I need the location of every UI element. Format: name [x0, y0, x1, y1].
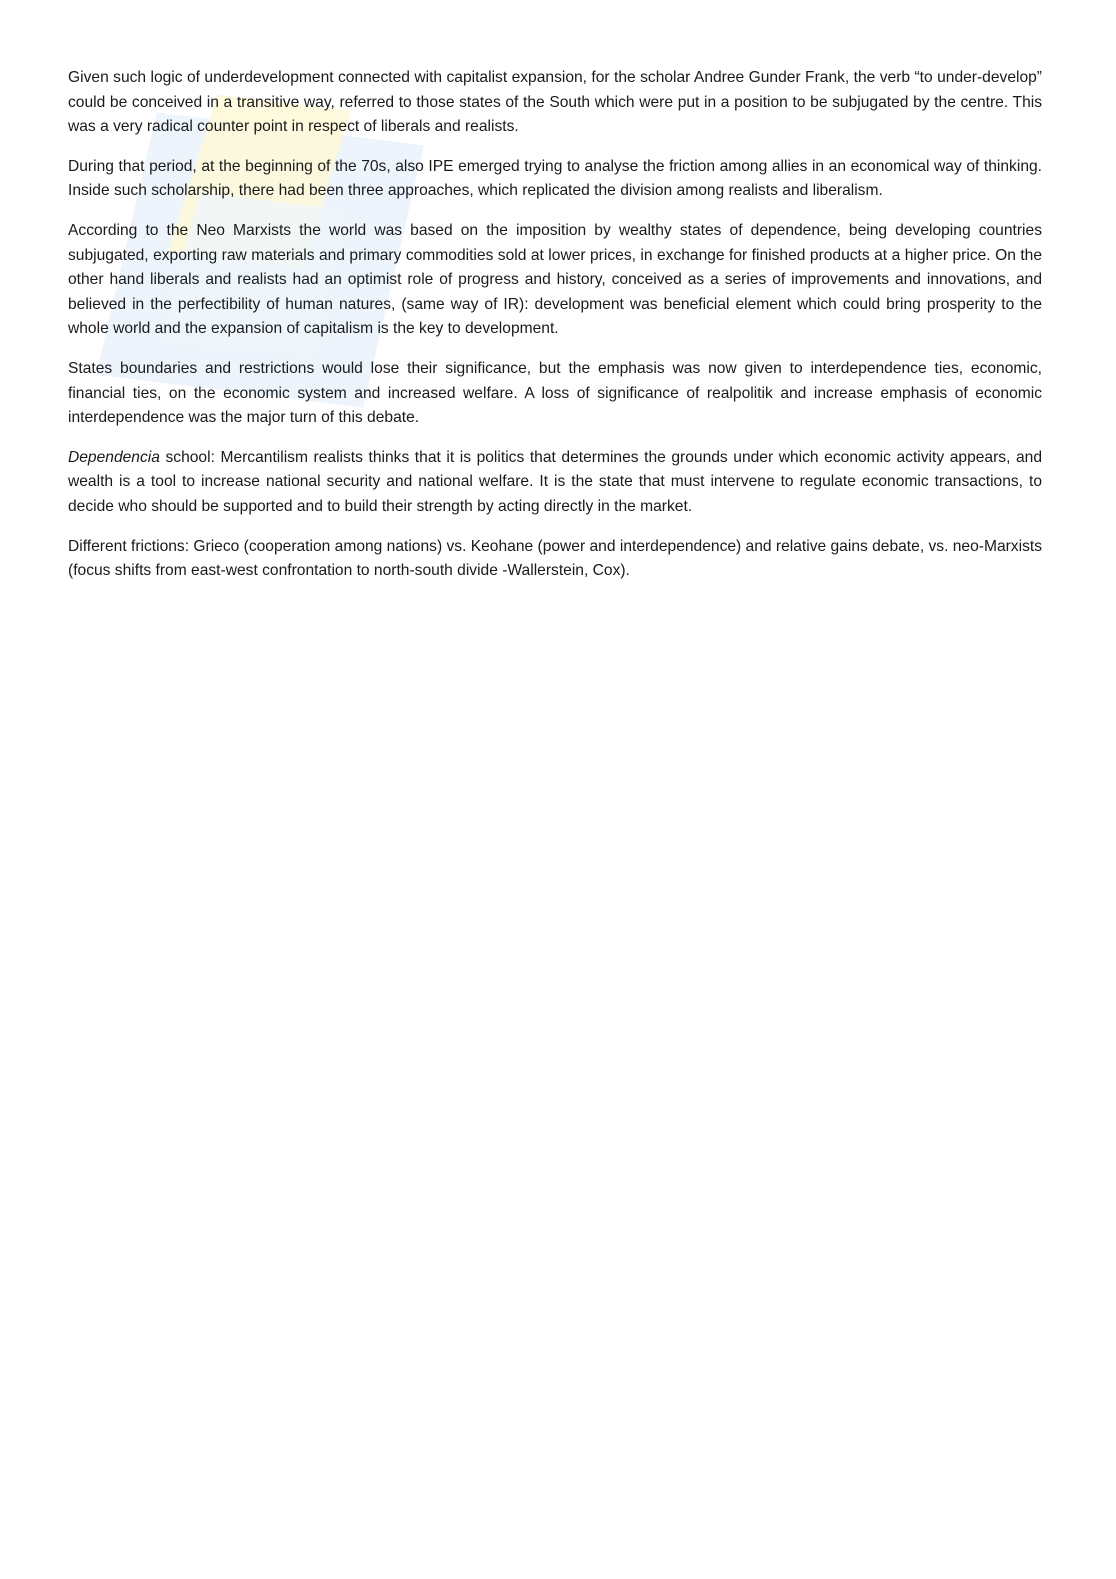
paragraph-dependencia-school: [68, 446, 1042, 520]
paragraph-underdevelopment: Given such logic of underdevelopment connected with capitalist expansion, for the scholar Andree Gunder Frank, the verb “to under-develop” could be conceived in a transitive way, referred to those states of the South which were put in a position to be subjugated by the centre. This was a very radical counter point in respect of liberals and realists.: [68, 69, 1042, 136]
dependencia-text: school: Mercantilism realists thinks that it is politics that determines the grounds under which economic activity appears, and wealth is a tool to increase national security and national welfare. It is the state that must intervene to regulate economic transactions, to decide who should be supported and to build their strength by acting directly in the market.: [68, 448, 1042, 515]
dependencia-term: Dependencia: [68, 448, 160, 466]
paragraph-neo-marxists: According to the Neo Marxists the world was based on the imposition by wealthy states of dependence, being developing countries subjugated, exporting raw materials and primary commodities sold at lower prices, in exchange for finished products at a higher price. On the other hand liberals and realists had an optimist role of progress and history, conceived as a series of improvements and innovations, and believed in the perfectibility of human natures, (same way of IR): development was beneficial element which could bring prosperity to the whole world and the expansion of capitalism is the key to development.: [68, 221, 1042, 338]
paragraph-different-frictions: Different frictions: Grieco (cooperation among nations) vs. Keohane (power and interdependence) and relative gains debate, vs. neo-Marxists (focus shifts from east-west confrontation to north-south divide -Wallerstein, Cox).: [68, 537, 1042, 580]
paragraph-ipe-emergence: During that period, at the beginning of the 70s, also IPE emerged trying to analyse the friction among allies in an economical way of thinking. Inside such scholarship, there had been three approaches, which replicated the division among realists and liberalism.: [68, 157, 1042, 200]
document-body: [68, 66, 1042, 599]
paragraph-state-boundaries: States boundaries and restrictions would lose their significance, but the emphasis was now given to interdependence ties, economic, financial ties, on the economic system and increased welfare. A loss of significance of realpolitik and increase emphasis of economic interdependence was the major turn of this debate.: [68, 359, 1042, 427]
